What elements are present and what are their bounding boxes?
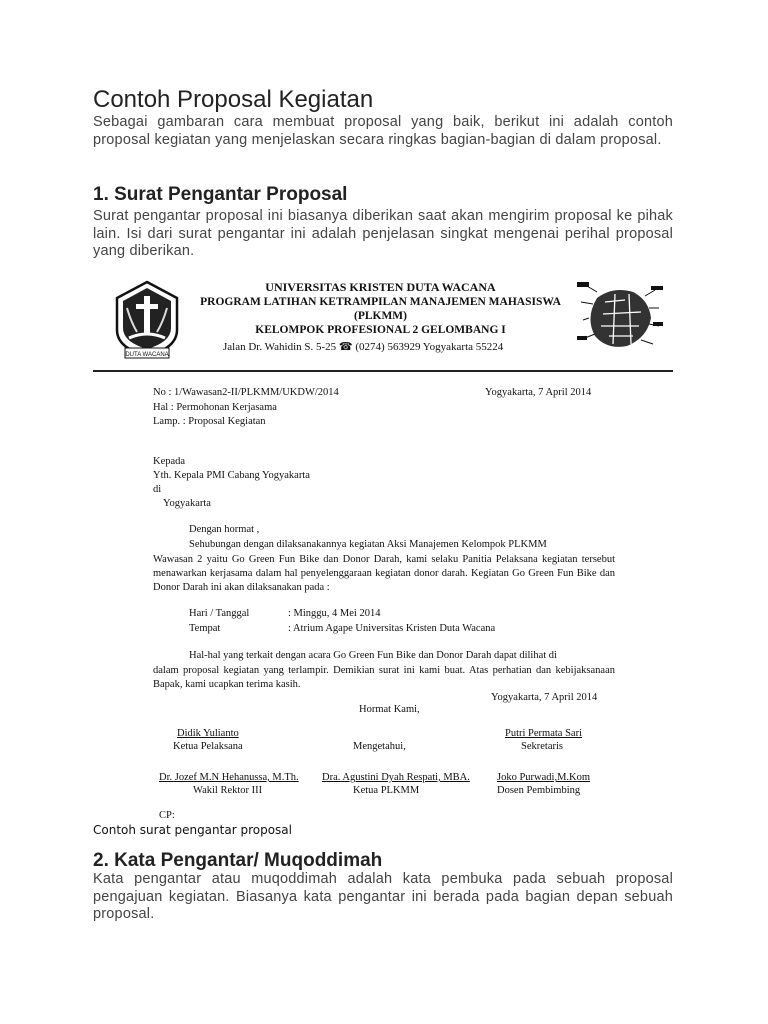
recipient-label: Kepada: [153, 456, 186, 467]
signatory-1-role: Ketua Pelaksana: [173, 741, 243, 752]
letter-number: No : 1/Wawasan2-II/PLKMM/UKDW/2014: [153, 387, 339, 398]
signatory-2-role: Sekretaris: [521, 741, 563, 752]
letter-date-top: Yogyakarta, 7 April 2014: [485, 387, 592, 398]
image-caption: Contoh surat pengantar proposal: [93, 823, 292, 837]
paragraph-1-first-line: Sehubungan dengan dilaksanakannya kegiatan Aksi Manajemen Kelompok PLKMM: [189, 539, 547, 550]
letterhead-address: Jalan Dr. Wahidin S. 5-25 ☎ (0274) 563929 Yogyakarta 55224: [223, 341, 504, 353]
intro-paragraph: Sebagai gambaran cara membuat proposal yang baik, berikut ini adalah contoh proposal kegiatan yang menjelaskan secara ringkas bagian-bagian di dalam proposal.: [93, 114, 673, 148]
signatory-3-name: Dr. Jozef M.N Hehanussa, M.Th.: [159, 772, 299, 783]
signatory-4-role: Ketua PLKMM: [353, 785, 420, 796]
letterhead-line-2: PROGRAM LATIHAN KETRAMPILAN MANAJEMEN MAHASISWA: [200, 296, 561, 308]
letter-subject: Hal : Permohonan Kerjasama: [153, 402, 277, 413]
letterhead: [93, 272, 683, 372]
section-2-heading: 2. Kata Pengantar/ Muqoddimah: [93, 850, 383, 871]
recipient-city: Yogyakarta: [163, 498, 211, 509]
signatory-3-role: Wakil Rektor III: [193, 785, 263, 796]
place-label: Tempat: [189, 623, 221, 634]
date-label: Hari / Tanggal: [189, 608, 250, 619]
signatory-5-name: Joko Purwadi,M.Kom: [497, 772, 591, 783]
logo-text: DUTA WACANA: [125, 352, 169, 358]
paragraph-2-first-line: Hal-hal yang terkait dengan acara Go Green Fun Bike dan Donor Darah dapat dilihat di: [189, 650, 557, 661]
signatory-1-name: Didik Yulianto: [177, 728, 239, 739]
section-1-heading: 1. Surat Pengantar Proposal: [93, 184, 348, 205]
letter-date-bottom: Yogyakarta, 7 April 2014: [491, 692, 598, 703]
place-value: : Atrium Agape Universitas Kristen Duta Wacana: [288, 623, 496, 634]
recipient-name: Yth. Kepala PMI Cabang Yogyakarta: [153, 470, 310, 481]
university-logo-icon: [111, 278, 183, 360]
date-value: : Minggu, 4 Mei 2014: [288, 608, 381, 619]
signatory-4-name: Dra. Agustini Dyah Respati, MBA.: [322, 772, 470, 783]
letter-image: [93, 272, 683, 822]
letterhead-line-1: UNIVERSITAS KRISTEN DUTA WACANA: [265, 280, 496, 294]
paragraph-1: Wawasan 2 yaitu Go Green Fun Bike dan Donor Darah, kami selaku Panitia Pelaksana kegiatan tersebut menawarkan kerjasama dalam hal penyelenggaraan kegiatan donor darah. Kegiatan Go Green Fun Bike dan Donor Darah ini akan dilaksanakan pada :: [153, 554, 615, 593]
section-1-body: Surat pengantar proposal ini biasanya diberikan saat akan mengirim proposal ke pihak lain. Isi dari surat pengantar ini adalah penjelasan singkat mengenai perihal proposal yang diberikan.: [93, 208, 673, 259]
closing: Hormat Kami,: [359, 704, 420, 715]
letterhead-line-4: KELOMPOK PROFESIONAL 2 GELOMBANG I: [255, 324, 506, 336]
greeting: Dengan hormat ,: [189, 524, 260, 535]
section-2-body: Kata pengantar atau muqoddimah adalah kata pembuka pada sebuah proposal pengajuan kegiatan. Biasanya kata pengantar ini berada pada bagian depan sebuah proposal.: [93, 871, 673, 922]
page-title: Contoh Proposal Kegiatan: [93, 86, 374, 113]
signatory-2-name: Putri Permata Sari: [505, 728, 582, 739]
letterhead-line-3: (PLKMM): [353, 310, 407, 322]
recipient-di: di: [153, 484, 162, 495]
signatory-5-role: Dosen Pembimbing: [497, 785, 581, 796]
acknowledged-label: Mengetahui,: [353, 741, 406, 752]
letter-attachment: Lamp. : Proposal Kegiatan: [153, 416, 266, 427]
paragraph-2: dalam proposal kegiatan yang terlampir. Demikian surat ini kami buat. Atas perhatian dan kebijaksanaan Bapak, kami ucapkan terima kasih.: [153, 665, 615, 690]
letterhead-divider: [93, 370, 673, 372]
map-illustration-icon: [575, 278, 665, 356]
contact-person-label: CP:: [159, 810, 175, 821]
